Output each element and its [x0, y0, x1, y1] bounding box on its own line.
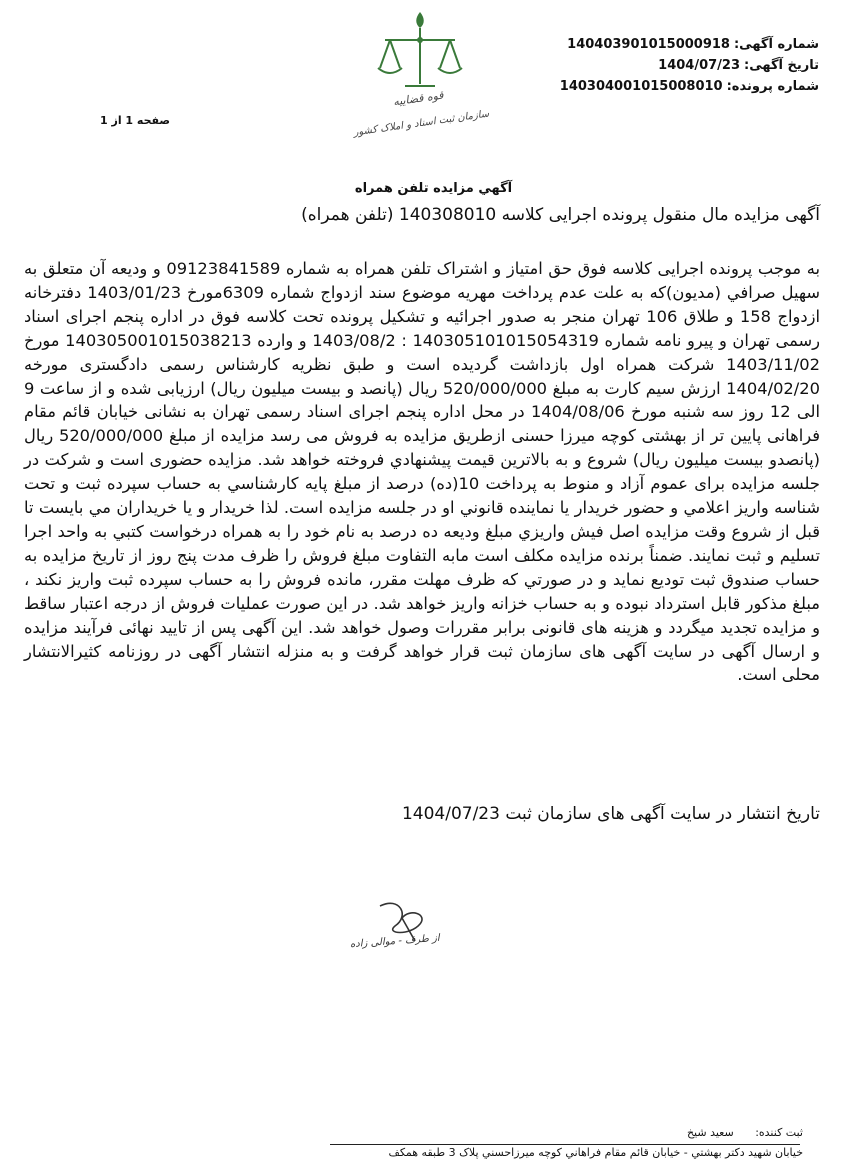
page-number: صفحه 1 از 1 — [100, 114, 171, 127]
ad-meta — [560, 34, 819, 97]
ad-number-row — [560, 34, 819, 55]
emblem-caption-judiciary: قوه قضاییه — [392, 88, 445, 109]
ad-date-row — [560, 55, 819, 76]
office-address: خیابان شهید دکتر بهشتي - خیابان قائم مقام فراهاني کوچه میرزاحسني پلاک 3 طبقه همکف — [388, 1146, 803, 1159]
notice-body: به موجب پرونده اجرایی کلاسه فوق حق امتیاز و اشتراک تلفن همراه به شماره 09123841589 و ودیعه آن متعلق به سهیل صرافي (مدیون)که به علت عدم پرداخت مهریه موضوع سند ازدواج شماره 6309مورخ 1403/01/23 دفترخانه ازدواج 158 و طلاق 106 تهران منجر به صدور اجرائیه و تشکیل پرونده تحت کلاسه فوق در اداره پنجم اجرای اسناد رسمی تهران و پیرو نامه شماره 140305101015054319 : 1403/08/2 و وارده 140305001015038213 مورخ 1403/11/02 شرکت همراه اول بازداشت گردیده است و طبق نظریه کارشناس رسمی دادگستری مورخه 1404/02/20 ارزش سیم کارت به مبلغ 520/000/000 ریال (پانصد و بیست میلیون ریال) ارزیابی شده و از ساعت 9 الی 12 روز سه شنبه مورخ 1404/08/06 در محل اداره پنجم اجرای اسناد رسمی تهران به نشانی خیابان قائم مقام فراهانی پایین تر از بهشتی کوچه میرزا حسنی ازطریق مزایده به فروش می رسد مزایده از مبلغ 520/000/000 ریال (پانصدو بیست میلیون ریال) شروع و به بالاترین قیمت پیشنهادي فروخته خواهد شد. مزایده حضوری است و شرکت در جلسه مزایده برای عموم آزاد و منوط به پرداخت 10(ده) درصد از مبلغ پایه کارشناسي به حساب سپرده ثبت و تحت شناسه واریز اعلامي و حضور خریدار یا نماینده قانوني او در جلسه مزایده است. لذا خریدار و یا خریداران مي بایست تا قبل از شروع وقت مزایده اصل فیش واریزي مبلغ ودیعه ده درصد به نام خود را به همراه درخواست کتبي به واحد اجرا تسلیم و ثبت نمایند. ضمناً برنده مزایده مکلف است مابه التفاوت مبلغ فروش را ظرف مدت پنج روز از تاریخ مزایده به حساب صندوق ثبت تودیع نماید و در صورتي که ظرف مهلت مقرر، مانده فروش را به حساب سپرده ثبت واریز نکند ، مبلغ مذکور قابل استرداد نبوده و به حساب خزانه واریز خواهد شد. در این صورت عملیات فروش از درجه اعتبار ساقط و مزایده تجدید میگردد و هزینه های قانونی برابر مقررات وصول خواهد شد. این آگهی پس از تایید نهائی فرآیند مزایده و ارسال آگهی در سایت آگهی های سازمان ثبت قرار خواهد گرفت و به منزله انتشار آگهی در روزنامه کثیرالانتشار محلی است. — [24, 259, 820, 685]
notice-title: آگهي مزايده تلفن همراه — [354, 181, 513, 196]
ad-number-label: شماره آگهی: — [733, 37, 819, 52]
case-number-row — [560, 76, 819, 97]
footer-divider — [330, 1144, 800, 1145]
signature-text: از طرف - موالی زاده — [349, 932, 441, 951]
ad-date-label: تاریخ آگهی: — [744, 58, 819, 73]
registrar-label: ثبت کننده: — [755, 1126, 803, 1139]
case-number-label: شماره پرونده: — [726, 79, 819, 94]
ad-date: 1404/07/23 — [658, 58, 741, 73]
registrar — [687, 1126, 803, 1139]
emblem-caption-organization: سازمان ثبت اسناد و املاک کشور — [352, 108, 490, 139]
ad-number: 14040390101500091‎8 — [567, 37, 730, 52]
signature — [340, 896, 490, 976]
registrar-name: سعید شیخ — [686, 1126, 734, 1139]
scales-icon — [345, 6, 495, 96]
notice-subtitle: آگهی مزایده مال منقول پرونده اجرایی کلاسه 140308010 (تلفن همراه) — [301, 205, 820, 225]
publication-date: تاریخ انتشار در سایت آگهی های سازمان ثبت 1404/07/23 — [401, 804, 820, 824]
judiciary-emblem — [345, 6, 495, 146]
case-number: 140304001015008010 — [559, 79, 723, 94]
